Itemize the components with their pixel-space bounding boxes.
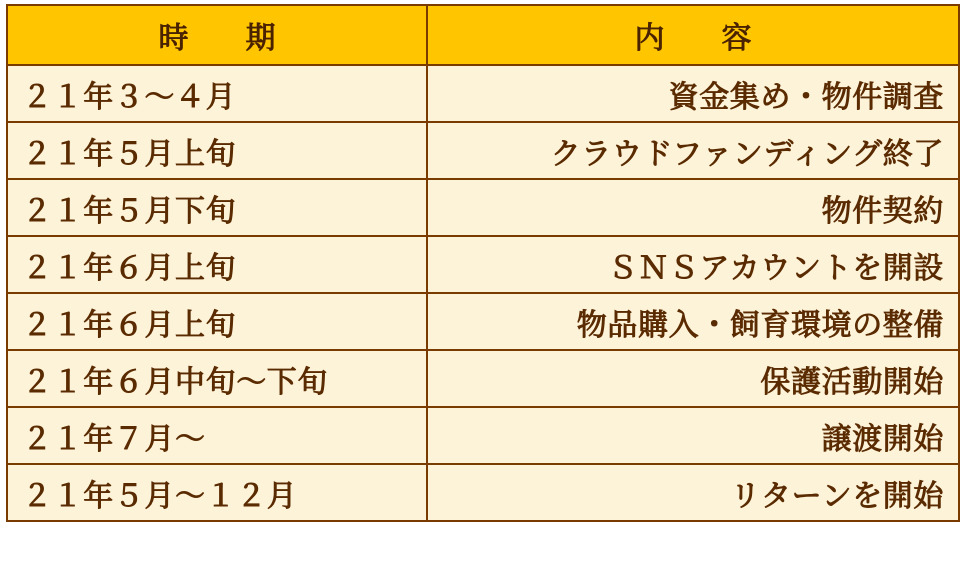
table-row [7,293,959,350]
cell-content: クラウドファンディング終了 [427,122,959,179]
table-body [7,65,959,521]
column-header-period: 時 期 [7,5,427,65]
cell-period: ２１年６月上旬 [7,293,427,350]
table-header-row [7,5,959,65]
table-row [7,65,959,122]
cell-period: ２１年３〜４月 [7,65,427,122]
table-row [7,236,959,293]
cell-period: ２１年７月〜 [7,407,427,464]
table-row [7,122,959,179]
cell-content: ＳＮＳアカウントを開設 [427,236,959,293]
table-row [7,407,959,464]
column-header-content: 内 容 [427,5,959,65]
cell-content: 物品購入・飼育環境の整備 [427,293,959,350]
table-header [7,5,959,65]
table-row [7,179,959,236]
cell-content: 譲渡開始 [427,407,959,464]
cell-content: 物件契約 [427,179,959,236]
cell-period: ２１年５月下旬 [7,179,427,236]
schedule-table [6,4,960,522]
cell-period: ２１年６月上旬 [7,236,427,293]
cell-content: 保護活動開始 [427,350,959,407]
table-row [7,350,959,407]
cell-content: リターンを開始 [427,464,959,521]
cell-period: ２１年５月〜１２月 [7,464,427,521]
cell-period: ２１年５月上旬 [7,122,427,179]
cell-period: ２１年６月中旬〜下旬 [7,350,427,407]
cell-content: 資金集め・物件調査 [427,65,959,122]
table-row [7,464,959,521]
